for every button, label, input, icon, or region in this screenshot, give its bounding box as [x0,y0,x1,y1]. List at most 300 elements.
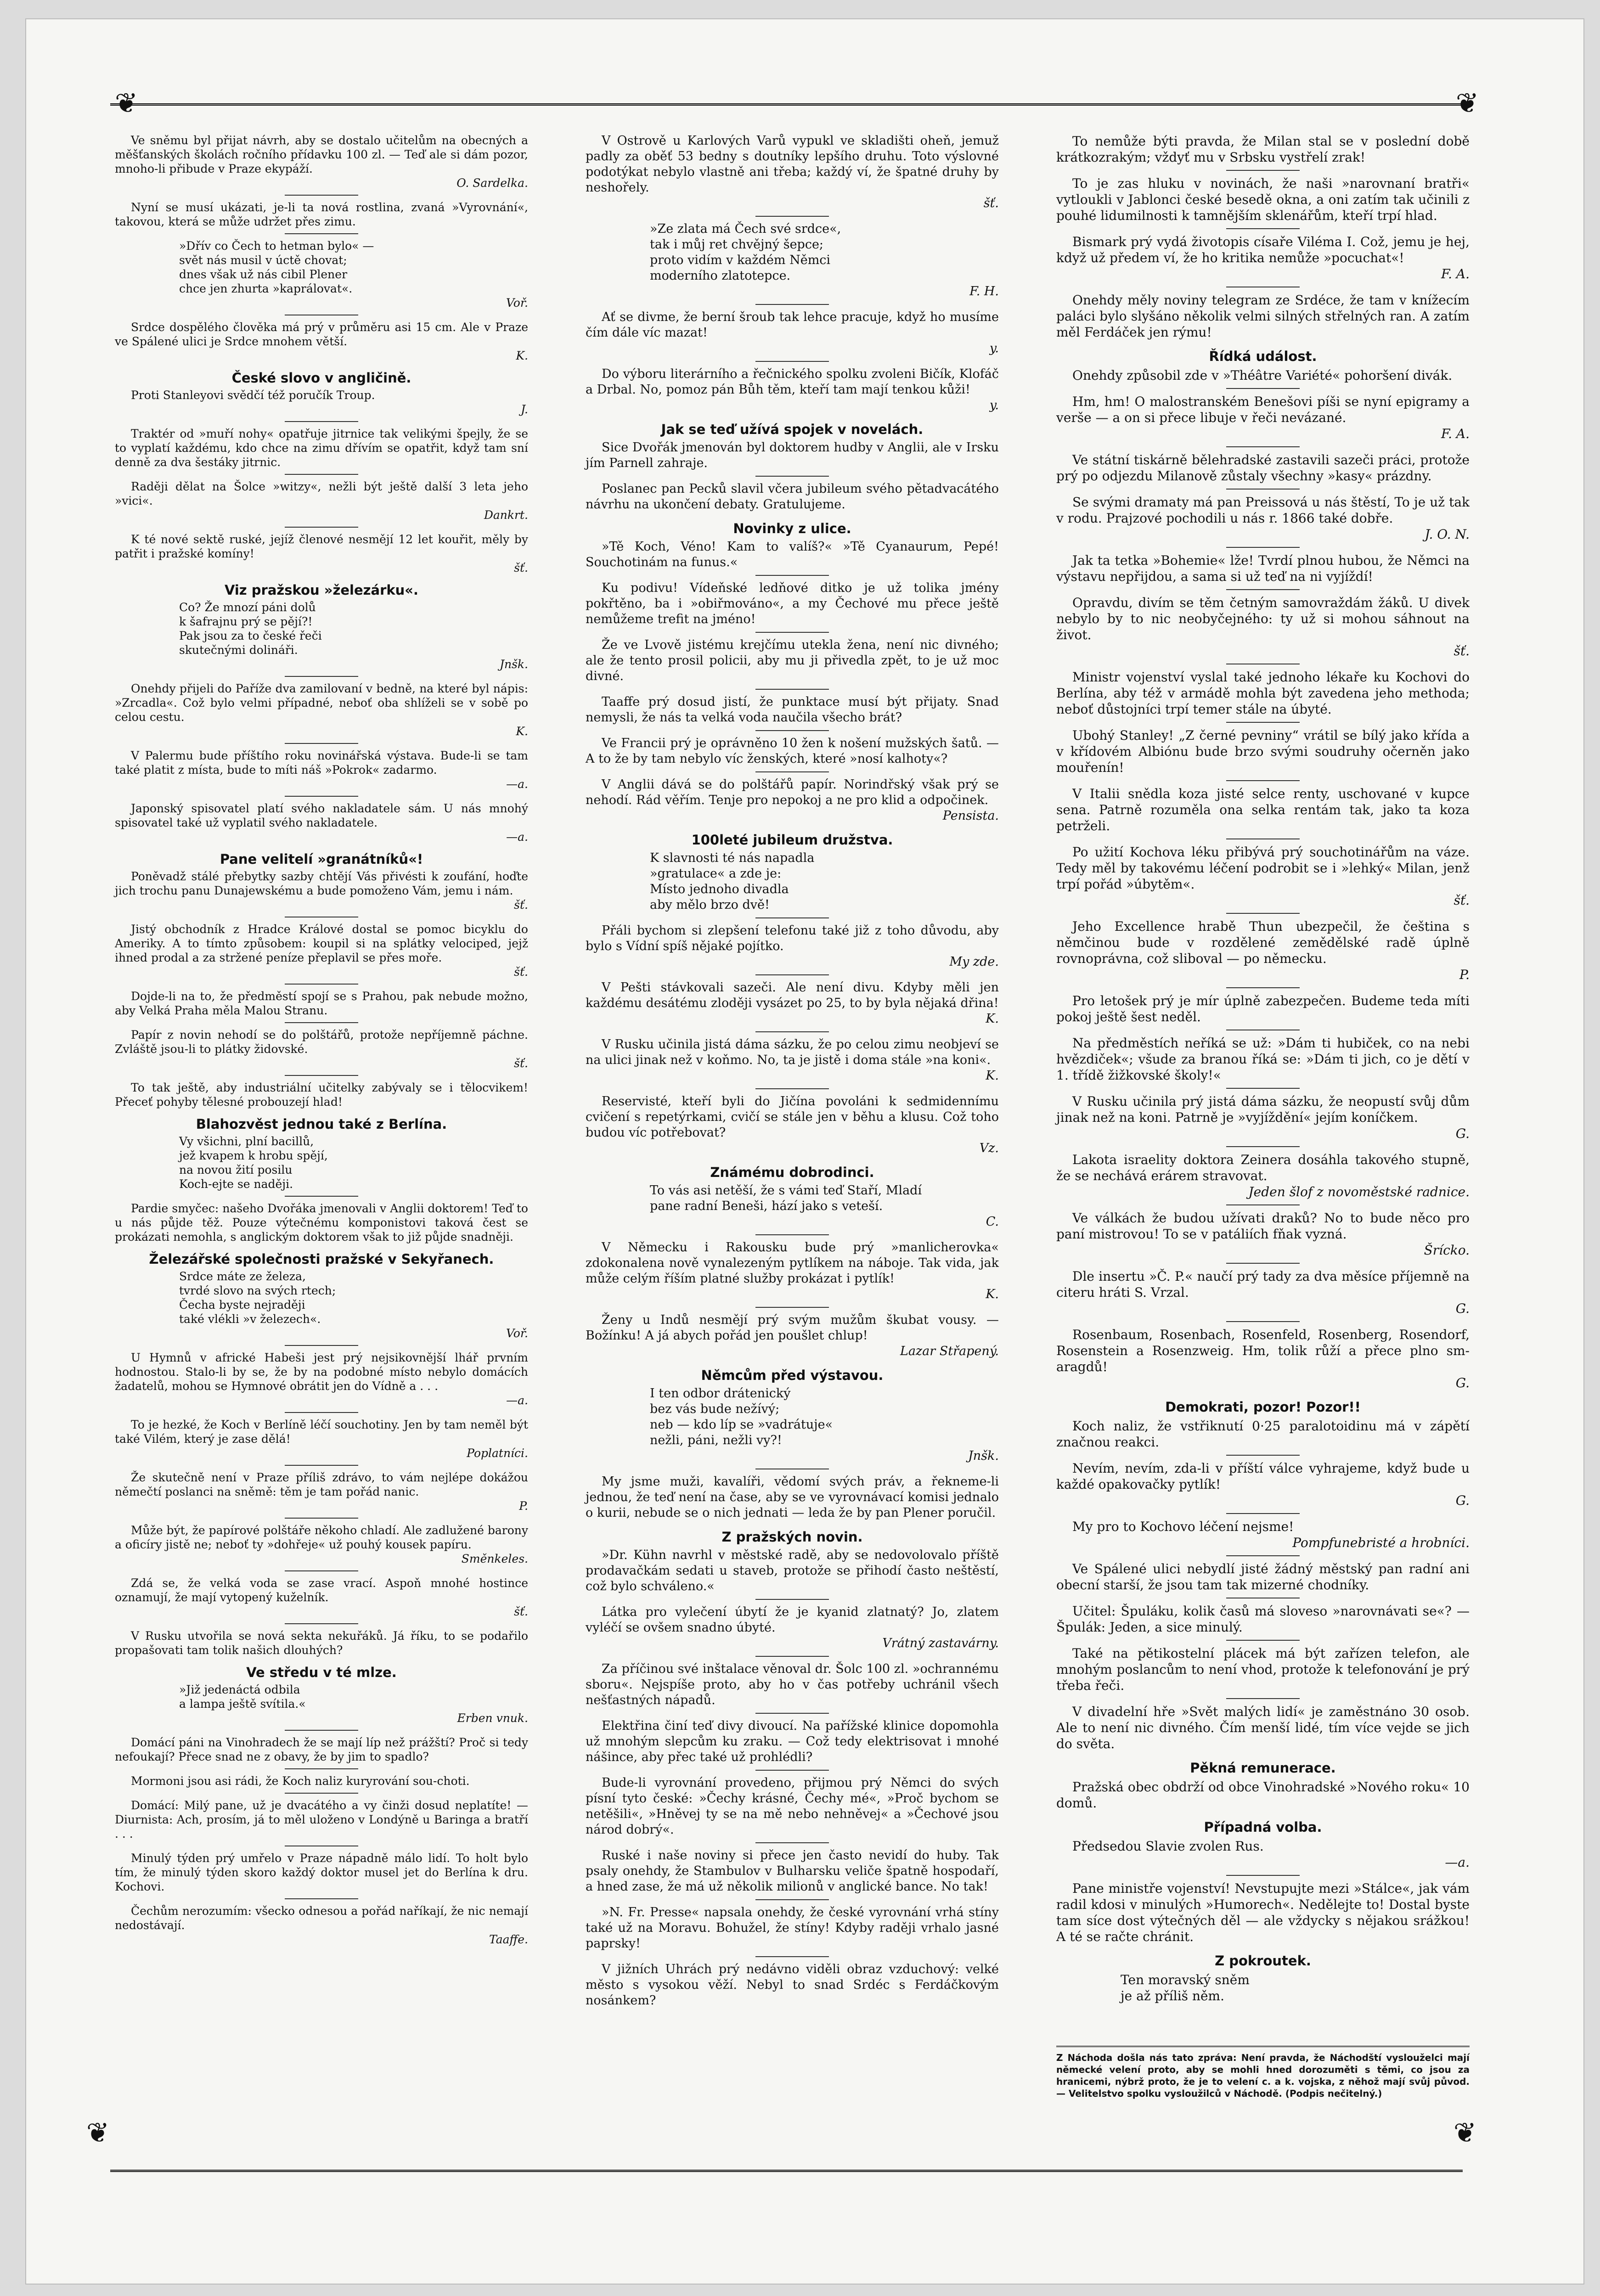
item-text: Jeho Excellence hrabě Thun ubezpečil, že čeština s němčinou bude v rozdělené zemědělské radě úplně rovnoprávna, což sliboval — po německu. [1056,919,1470,966]
article-paragraph [586,1240,999,1302]
item-text: Pane ministře vojenství! Nevstupujte mezi »Stálce«, jak vám radil kdosi v minulých »Humorech«. Nedělejte to! Dostal byste tam síce dost výtečných děl — ale vždycky s nějakou srážkou! A té se račte chránit. [1056,1881,1470,1944]
article-paragraph [1056,1519,1470,1551]
separator-rule [285,1623,358,1624]
article-paragraph [115,1523,528,1566]
author-signature: šť. [514,1605,528,1618]
article-paragraph [1056,452,1470,484]
item-text: My jsme muži, kavalíři, vědomí svých práv, a řekneme-li jednou, že teď není na čase, aby se ve vyrovnávací komisi jednalo o kurii, nebude se o nich jednati — leda že by pan Plener poručil. [586,1474,999,1520]
item-text: V jižních Uhrách prý nedávno viděli obraz vzduchový: velké město s vysokou věží. Nebyl to snad Srdéc s Ferdáčkovým nosánkem? [586,1962,999,2008]
article-paragraph [1056,727,1470,776]
article-paragraph [115,922,528,979]
article-paragraph [586,310,999,356]
separator-rule [285,676,358,677]
article-paragraph [1056,133,1470,165]
separator-rule [285,1075,358,1076]
article-heading: Řídká událost. [1209,349,1317,364]
author-signature: Šrícko. [1424,1243,1470,1258]
author-signature: J. [520,403,528,416]
item-text: Sice Dvořák jmenován byl doktorem hudby v Anglii, ale v Irsku jím Parnell zahraje. [586,440,999,470]
article-paragraph [586,1094,999,1156]
author-signature: G. [1455,1493,1470,1508]
article-paragraph [586,1548,999,1594]
separator-rule [755,1956,829,1957]
separator-rule [1226,489,1300,490]
item-text: Rosenbaum, Rosenbach, Rosenfeld, Rosenberg, Rosendorf, Rosenstein a Rosenzweig. Hm, tolik růží a přece plno sm-aragdů! [1056,1327,1470,1374]
separator-rule [1226,388,1300,389]
verse-item [179,1683,528,1725]
article-paragraph [115,1576,528,1619]
article-paragraph [586,440,999,471]
author-signature: O. Sardelka. [456,176,528,190]
author-signature: šť. [1454,643,1470,658]
article-paragraph [1056,552,1470,585]
article-paragraph [1056,494,1470,542]
item-text: Onehdy přijeli do Paříže dva zamilovaní v bedně, na které byl nápis: »Zrcadla«. Což bylo velmi případné, neboť oba shlíželi se v sobě po celou cestu. [115,682,528,724]
article-paragraph [586,923,999,970]
separator-rule [1226,722,1300,723]
separator-rule [1226,589,1300,590]
article-paragraph [586,1474,999,1521]
item-text: Srdce máte ze železa, tvrdé slovo na svých rtech; Čecha byste nejraději také vlékli »v železech«. [179,1270,336,1326]
article-paragraph [115,479,528,522]
verse-item [179,1269,528,1340]
article-paragraph [1056,1838,1470,1870]
separator-rule [1226,1321,1300,1322]
author-signature: C. [986,1215,999,1229]
item-text: Co? Že mnozí páni dolů k šafrajnu prý se pějí?! Pak jsou za to české řeči skutečnými dolináři. [179,601,322,657]
article-paragraph [1056,1210,1470,1258]
item-text: V Pešti stávkovali sazeči. Ale není divu. Kdyby měli jen každému desátému zloději vysázet po 25, to by byla nějaká dřina! [586,980,999,1010]
author-signature: Poplatníci. [467,1446,528,1460]
article-paragraph [586,1718,999,1765]
author-signature: —a. [1445,1855,1470,1870]
item-text: Ať se divme, že berní šroub tak lehce pracuje, když ho musíme čím dále víc mazat! [586,310,999,340]
item-text: Ve státní tiskárně bělehradské zastavili sazeči práci, protože prý po odjezdu Milanově zůstaly všechny »kasy« prázdny. [1056,452,1470,484]
article-paragraph [115,320,528,363]
item-text: Proti Stanleyovi svědčí též poručík Troup. [131,388,375,402]
separator-rule [285,1022,358,1023]
verse-item [650,850,999,913]
item-text: Opravdu, divím se těm četným samovraždám žáků. U divek nebylo by to nic neobyčejného: ty už si mohou sáhnout na život. [1056,595,1470,642]
author-signature: —a. [506,1394,528,1407]
article-paragraph [586,133,999,211]
author-signature: P. [519,1499,528,1513]
item-text: Ten moravský sněm je až příliš něm. [1121,1972,1250,2003]
separator-rule [755,730,829,731]
item-text: My pro to Kochovo léčení nejsme! [1072,1519,1294,1534]
separator-rule [1226,913,1300,914]
author-signature: K. [516,349,528,362]
verse-item [650,221,999,299]
separator-rule [1226,446,1300,447]
separator-rule [285,1345,358,1346]
article-paragraph [1056,394,1470,442]
author-signature: F. H. [969,284,999,298]
verse-item [1121,1972,1470,2004]
separator-rule [285,527,358,528]
article-paragraph [115,748,528,791]
article-heading: České slovo v angličině. [231,370,411,386]
item-text: Nevím, nevím, zda-li v příští válce vyhrajeme, když bude u každé opakovačky pytlík! [1056,1461,1470,1492]
item-text: Domácí: Milý pane, už je dvacátého a vy činži dosud neplatíte! — Diurnista: Ach, prosím, já to měl uloženo v Londýně u Baringa a bratří . . . [115,1799,528,1840]
item-text: Ve válkách že budou užívati draků? No to bude něco pro paní mistrovou! To se v patáliích fňak vyzná. [1056,1210,1470,1242]
article-heading: Viz pražskou »železárku«. [224,582,419,598]
item-text: Látka pro vylečení úbytí že je kyanid zlatnatý? Jo, zlatem vyléčí se ovšem snadno úbyté. [586,1605,999,1635]
item-text: V Palermu bude příštího roku novinářská výstava. Bude-li se tam také platit z místa, bude to míti náš »Pokrok« zadarmo. [115,749,528,777]
item-text: V Italii snědla koza jisté selce renty, uschované v kupce sena. Patrně rozuměla ona selka rentám tak, jako ta koza petrželi. [1056,786,1470,833]
article-paragraph [115,1735,528,1764]
separator-rule [1226,547,1300,548]
author-signature: K. [516,725,528,738]
item-text: Poněvadž stálé přebytky sazby chtějí Vás přivésti k zoufání, hoďte jich trochu panu Dunajewskému a bude pomoženo Vám, jemu i nám. [115,870,528,897]
author-signature: šť. [514,898,528,912]
item-text: To je hezké, že Koch v Berlíně léčí souchotiny. Jen by tam neměl být také Vilém, který je zase dělá! [115,1418,528,1446]
separator-rule [755,689,829,690]
separator-rule [1226,1640,1300,1641]
author-signature: K. [986,1287,999,1301]
article-paragraph [1056,844,1470,908]
item-text: Bismark prý vydá životopis císaře Viléma I. Což, jemu je hej, když už předem ví, že ho kritika nemůže »pocuchat«! [1056,234,1470,265]
author-signature: y. [989,398,999,412]
item-text: V Ostrově u Karlových Varů vypukl ve skladišti oheň, jemuž padly za oběť 53 bedny s doutníky lepšího druhu. Toto výslovné podotýkat nebylo vlastně ani třeba; každý ví, že špatné druhy by neshořely. [586,134,999,195]
author-signature: Vrátný zastavárny. [882,1636,999,1650]
item-text: Ve Francii prý je oprávněno 10 žen k nošení mužských šatů. — A to že by tam nebylo víc ženských, které »nosí kalhoty«? [586,736,999,766]
item-text: »N. Fr. Presse« napsala onehdy, že české vyrovnání vrhá stíny také už na Moravu. Bohužel, že stíny! Kdyby raději vrhalo jasné paprsky! [586,1905,999,1951]
article-heading: Blahozvěst jednou také z Berlína. [196,1116,447,1132]
author-signature: Jnšk. [968,1449,999,1463]
article-paragraph [115,1904,528,1947]
corner-ornament-bottom-right: ❦ [1453,2117,1477,2149]
article-heading: Novinky z ulice. [733,521,851,536]
article-heading: 100leté jubileum družstva. [691,832,893,848]
article-heading: Pěkná remunerace. [1190,1760,1336,1776]
separator-rule [755,632,829,633]
author-signature: G. [1455,1126,1470,1141]
author-signature: K. [986,1012,999,1026]
article-paragraph [586,1905,999,1952]
author-signature: Voř. [506,296,528,310]
separator-rule [285,1518,358,1519]
item-text: V Anglii dává se do polštářů papír. Norindřský však prý se nehodí. Rád věřím. Tenje pro nepokoj a ne pro klid a odpočinek. [586,777,999,807]
article-paragraph [115,1851,528,1894]
item-text: To je zas hluku v novinách, že naši »narovnaní bratři« vytloukli v Jablonci české besedě okna, a oni zatím tak učinili z pouhé lidumilnosti k tamnějším sklenářům, kteří trpí hlad. [1056,176,1470,223]
separator-rule [285,421,358,422]
separator-rule [755,361,829,362]
separator-rule [285,233,358,234]
author-signature: Erben vnuk. [457,1711,528,1725]
separator-rule [285,984,358,985]
separator-rule [285,1570,358,1571]
article-heading: Pane velitelí »granátníků«! [220,851,423,867]
item-text: V divadelní hře »Svět malých lidí« je zaměstnáno 30 osob. Ale to není nic divného. Čím menší lidé, tím více vejde se jich do světa. [1056,1704,1470,1751]
verse-item [179,600,528,671]
item-text: Nyní se musí ukázati, je-li ta nová rostlina, zvaná »Vyrovnání«, takovou, která se může udržet přes zimu. [115,201,528,228]
item-text: Jistý obchodník z Hradce Králové dostal se pomoc bicyklu do Ameriky. A to tímto způsobem: koupil si na splátky velociped, jejž ihned prodal a za stržené peníze přeplavil se přes moře. [115,923,528,964]
item-text: Že ve Lvově jistému krejčímu utekla žena, není nic divného; ale že tento prosil policii, aby mu ji přivedla zpět, to je už moc divné. [586,638,999,683]
article-paragraph [1056,918,1470,983]
item-text: Domácí páni na Vinohradech že se mají líp než prážští? Proč si tedy nefoukají? Přece snad ne z obavy, že by jim to spadlo? [115,1736,528,1763]
article-paragraph [115,200,528,229]
footnote: Z Náchoda došla nás tato zpráva: Není pravda, že Náchodští vyslouželci mají německé velení proto, aby se mohli hned dorozuměti s těmi, co jsou za hranicemi, nýbrž proto, že je to velení c. a k. vojska, z něhož mají svůj původ. — Velitelstvo spolku vysloužilců v Náchodě. (Podpis nečitelný.) [1056,2046,1470,2099]
separator-rule [1226,1555,1300,1556]
separator-rule [755,1713,829,1714]
article-paragraph [586,1312,999,1359]
article-heading: Případná volba. [1204,1819,1322,1835]
article-paragraph [115,869,528,912]
item-text: V Rusku učinila prý jistá dáma sázku, že neopustí svůj dům jinak než na koni. Patrně je »vyjíždění« jejím koníčkem. [1056,1094,1470,1125]
item-text: Hm, hm! O malostranském Benešovi píši se nyní epigramy a verše — a on si přece libuje v řeči nevázané. [1056,394,1470,425]
article-paragraph [1056,1418,1470,1450]
separator-rule [1226,987,1300,988]
article-paragraph [586,580,999,627]
article-paragraph [1056,1704,1470,1752]
item-text: »Ze zlata má Čech své srdce«, tak i můj ret chvějný šepce; proto vidím v každém Němci moderního zlatotepce. [650,222,841,283]
author-signature: F. A. [1441,266,1470,281]
article-paragraph [115,801,528,844]
item-text: Za příčinou své inštalace věnoval dr. Šolc 100 zl. »ochrannému sboru«. Nejspíše proto, aby ho v čas potřeby uchránil všech nešťastných nápadů. [586,1662,999,1707]
separator-rule [755,1307,829,1308]
author-signature: My zde. [949,955,999,969]
separator-rule [1226,1204,1300,1205]
item-text: Ministr vojenství vyslal také jednoho lékaře ku Kochovi do Berlína, aby též v armádě mohla být zavedena jeho methoda; neboť důstojníci trpí temer stále na úbyté. [1056,670,1470,717]
author-signature: Jeden šlof z novoměstské radnice. [1248,1184,1470,1199]
article-paragraph [1056,234,1470,282]
article-paragraph [115,1351,528,1407]
item-text: Pražská obec obdrží od obce Vinohradské »Nového roku« 10 domů. [1056,1779,1470,1811]
separator-rule [285,1412,358,1413]
item-text: Onehdy měly noviny telegram ze Srdéce, že tam v knížecím paláci bylo slyšáno několik velmi silných střelných ran. A zatím měl Ferdáček jen rýmu! [1056,293,1470,340]
item-text: Pro letošek prý je mír úplně zabezpečen. Budeme teda míti pokoj ještě šest neděl. [1056,993,1470,1024]
column-right [1056,133,1470,2009]
item-text: V Rusku učinila jistá dáma sázku, že po celou zimu neobjeví se na ulici jinak než v koňmo. No, ta je jistě i doma stále »na koni«. [586,1037,999,1067]
item-text: U Hymnů v africké Habeši jest prý nejsikovnější lhář prvním hodnostou. Stalo-li by se, že by na podobné místo nebylo domácích žadatelů, mohou se Hymnové obrátit jen do Vídně a . . . [115,1351,528,1393]
article-paragraph [586,1962,999,2009]
corner-ornament-top-left: ❦ [114,87,138,119]
separator-rule [755,1656,829,1657]
separator-rule [755,1088,829,1089]
article-paragraph [115,1080,528,1109]
author-signature: Voř. [506,1327,528,1340]
verse-item [179,239,528,310]
article-paragraph [1056,1603,1470,1635]
article-paragraph [1056,1152,1470,1200]
item-text: Dle insertu »Č. P.« naučí prý tady za dva měsíce příjemně na citeru hráti S. Vrzal. [1056,1269,1470,1300]
separator-rule [755,304,829,305]
article-paragraph [115,1201,528,1244]
article-paragraph [115,1418,528,1460]
item-text: Ubohý Stanley! „Z černé pevniny“ vrátil se bílý jako křída a v křídovém Albiónu bude brzo svými soudruhy očerněn jako mouřenín! [1056,728,1470,775]
article-heading: Známému dobrodinci. [710,1165,874,1180]
separator-rule [285,1768,358,1769]
article-paragraph [1056,175,1470,224]
article-heading: Z pražských novin. [721,1529,863,1545]
separator-rule [285,796,358,797]
separator-rule [1226,170,1300,171]
article-paragraph [1056,993,1470,1025]
author-signature: G. [1455,1375,1470,1390]
verse-item [650,1183,999,1230]
item-text: Dojde-li na to, že předměstí spojí se s Prahou, pak nebude možno, aby Velká Praha měla Malou Stranu. [115,990,528,1017]
separator-rule [285,1465,358,1466]
article-paragraph [1056,669,1470,717]
author-signature: šť. [1454,893,1470,908]
item-text: Zdá se, že velká voda se zase vrací. Aspoň mnohé hostince oznamují, že mají vytopený kuželník. [115,1576,528,1604]
article-paragraph [586,777,999,824]
separator-rule [755,216,829,217]
item-text: »Dr. Kühn navrhl v městské radě, aby se nedovolovalo příště prodavačkám sedati u staveb, protože se přihodí často neštěstí, což bylo schváleno.« [586,1548,999,1593]
author-signature: —a. [506,830,528,844]
item-text: To vás asi netěší, že s vámi teď Staří, Mladí pane radní Beneši, hází jako s veteší. [650,1183,922,1213]
item-text: Ve Spálené ulici nebydlí jisté žádný městský pan radní ani obecní starší, že jsou tam tak mizerné chodníky. [1056,1561,1470,1593]
article-paragraph [1056,786,1470,834]
article-paragraph [586,694,999,726]
separator-rule [1226,1088,1300,1089]
article-heading: Z pokroutek. [1215,1953,1311,1969]
author-signature: F. A. [1441,426,1470,441]
article-paragraph [586,1848,999,1895]
separator-rule [1226,1263,1300,1264]
article-paragraph [1056,292,1470,340]
separator-rule [755,1031,829,1032]
item-text: »Tě Koch, Véno! Kam to valíš?« »Tě Cyanaurum, Pepé! Souchotinám na funus.« [586,540,999,569]
article-paragraph [1056,1093,1470,1142]
author-signature: Lazar Střapený. [900,1344,999,1358]
item-text: Onehdy způsobil zde v »Théâtre Variété« pohoršení divák. [1072,368,1453,383]
article-heading: Demokrati, pozor! Pozor!! [1165,1399,1361,1415]
item-text: Bude-li vyrovnání provedeno, přijmou prý Němci do svých písní tyto české: »Čechy krásné, Čechy mé«, »Proč bychom se netěšili«, »Hněvej ty se na mě nebo nehněvej« a »Čechové jsou národ dobrý«. [586,1776,999,1837]
item-text: Ženy u Indů nesmějí prý svým mužům škubat vousy. — Božínku! A já abych pořád jen poušlet chlup! [586,1313,999,1343]
article-paragraph [586,1037,999,1084]
separator-rule [755,1599,829,1600]
article-paragraph [115,1629,528,1657]
item-text: Elektřina činí teď divy divoucí. Na pařížské klinice dopomohla už mnohým slepcům ku zraku. — Což tedy elektrisovat i mnohé nášince, aby přec také už prohlédli? [586,1719,999,1764]
separator-rule [755,917,829,918]
separator-rule [1226,1513,1300,1514]
item-text: K slavnosti té nás napadla »gratulace« a zde je: Místo jednoho divadla aby mělo brzo dvě! [650,851,815,912]
item-text: Předsedou Slavie zvolen Rus. [1072,1839,1264,1854]
item-text: Že skutečně není v Praze příliš zdrávo, to vám nejlépe dokážou němečtí poslanci na sněmě: těm je tam pořád nanic. [115,1471,528,1498]
item-text: Jak ta tetka »Bohemie« lže! Tvrdí plnou hubou, že Němci na výstavu nepřijdou, a sama si už teď na ni vyjíždí! [1056,553,1470,584]
separator-rule [755,1899,829,1900]
item-text: Přáli bychom si zlepšení telefonu také již z toho důvodu, aby bylo s Vídní spíš nějaké pojítko. [586,923,999,953]
author-signature: —a. [506,777,528,791]
separator-rule [285,1793,358,1794]
article-heading: Němcům před výstavou. [701,1367,884,1383]
separator-rule [285,1898,358,1899]
item-text: Taaffe prý dosud jistí, že punktace musí být přijaty. Snad nemysli, že nás ta velká voda naučila všecho brát? [586,695,999,725]
separator-rule [1226,1455,1300,1456]
separator-rule [755,1234,829,1235]
item-text: Traktér od »muří nohy« opatřuje jitrnice tak velikými špejly, že se to vyplatí každému, kdo chce na zimu dřívím se opatřit, když tam sní denně za dva šestáky jitrnic. [115,427,528,469]
column-left [115,133,528,1951]
author-signature: Pompfunebristé a hrobníci. [1292,1535,1470,1550]
item-text: Reservisté, kteří byli do Jičína povoláni k sedmidennímu cvičení s repetýrkami, cvičí se stále jen v běhu a klusu. Což toho budou víc potřebovat? [586,1094,999,1140]
author-signature: K. [986,1069,999,1083]
item-text: V Rusku utvořila se nová sekta nekuřáků. Já říku, to se podařilo propašovati tam tolik našich dlouhých? [115,1629,528,1657]
separator-rule [285,1196,358,1197]
separator-rule [755,1842,829,1843]
item-text: Poslanec pan Pecků slavil včera jubileum svého pětadvacátého návrhu na ukončení debaty. Gratulujeme. [586,482,999,512]
article-paragraph [1056,367,1470,383]
article-paragraph [1056,1880,1470,1945]
article-paragraph [115,1774,528,1788]
item-text: Papír z novin nehodí se do polštářů, protože nepříjemně páchne. Zvláště jsou-li to plátky židovské. [115,1028,528,1056]
separator-rule [755,974,829,975]
separator-rule [1226,1698,1300,1699]
column-middle [586,133,999,2013]
separator-rule [1226,780,1300,781]
item-text: Mormoni jsou asi rádi, že Koch naliz kuryrování sou-choti. [131,1774,470,1788]
item-text: I ten odbor drátenický bez vás bude nežívý; neb — kdo líp se »vadrátuje« nežli, páni, nežli vy?! [650,1386,833,1447]
corner-ornament-bottom-left: ❦ [86,2117,110,2149]
article-paragraph [115,1798,528,1841]
item-text: To nemůže býti pravda, že Milan stal se v poslední době krátkozrakým; vždyť mu v Srbsku vystřelí zrak! [1056,134,1470,165]
author-signature: šť. [514,965,528,979]
article-heading: Železářské společnosti pražské v Sekyřanech. [149,1251,494,1267]
separator-rule [755,1770,829,1771]
separator-rule [755,771,829,772]
item-text: Minulý týden prý umřelo v Praze nápadně málo lidí. To holt bylo tím, že minulý týden skoro každý doktor musel jet do Berlína k dru. Kochovi. [115,1851,528,1893]
article-paragraph [586,481,999,512]
article-paragraph [1056,1327,1470,1391]
item-text: Ku podivu! Vídeňské ledňové ditko je už tolika jmény pokřtěno, ba i »obiřmováno«, a my Čechové mu přece ještě nemůžeme trefit na jméno! [586,581,999,626]
article-paragraph [1056,1779,1470,1811]
separator-rule [755,476,829,477]
item-text: »Již jedenáctá odbila a lampa ještě svítila.« [179,1683,306,1711]
separator-rule [285,195,358,196]
separator-rule [1226,1146,1300,1147]
verse-item [650,1386,999,1464]
author-signature: G. [1455,1301,1470,1316]
author-signature: Vz. [979,1141,999,1155]
article-paragraph [1056,1035,1470,1083]
article-paragraph [1056,1268,1470,1317]
verse-item [179,1134,528,1191]
separator-rule [1226,1875,1300,1876]
item-text: Se svými dramaty má pan Preissová u nás štěstí, To je už tak v rodu. Prajzové pochodili u nás r. 1866 také dobře. [1056,495,1470,526]
article-paragraph [115,1028,528,1070]
item-text: Do výboru literárního a řečnického spolku zvoleni Bičík, Klofáč a Drbal. No, pomoz pán Bůh těm, kteří tam mají tenkou kůži! [586,367,999,397]
article-paragraph [115,1470,528,1513]
item-text: Čechům nerozumím: všecko odnesou a pořád naříkají, že nic nemají nedostávají. [115,1904,528,1932]
article-heading: Jak se teď užívá spojek v novelách. [661,422,924,437]
article-paragraph [586,980,999,1027]
article-paragraph [586,736,999,767]
article-paragraph [115,532,528,575]
item-text: Na předměstích neříká se už: »Dám ti hubiček, co na nebi hvězdiček«; všude za branou říká se: »Dám ti jich, co je dětí v 1. třídě žižkovské školy!« [1056,1035,1470,1083]
item-text: Raději dělat na Šolce »witzy«, nežli být ještě další 3 leta jeho »vici«. [115,480,528,507]
separator-rule [755,575,829,576]
article-paragraph [586,366,999,413]
item-text: Vy všichni, plní bacillů, jež kvapem k hrobu spějí, na novou žití posilu Koch-ejte se naději. [179,1135,328,1191]
article-paragraph [1056,1561,1470,1593]
author-signature: y. [989,341,999,355]
author-signature: Taaffe. [489,1933,528,1946]
item-text: Může být, že papírové polštáře někoho chladí. Ale zadlužené barony a oficíry jistě ne; neboť ty »dohřeje« už pouhý kousek papíru. [115,1524,528,1551]
author-signature: Pensista. [942,809,999,823]
item-text: »Dřív co Čech to hetman bylo« — svět nás musil v úctě chovat; dnes však už nás cibil Plener chce jen zhurta »kaprálovat«. [179,239,374,295]
article-paragraph [586,539,999,570]
author-signature: šť. [514,561,528,574]
author-signature: šť. [514,1057,528,1070]
item-text: V Německu i Rakousku bude prý »manlicherovka« zdokonalena nově vynalezeným pytlíkem na náboje. Tak vida, jak může celým říším platné služby prokázat i pytlík! [586,1240,999,1286]
separator-rule [285,474,358,475]
author-signature: Dankrt. [484,508,528,522]
author-signature: J. O. N. [1425,527,1470,542]
article-paragraph [586,1604,999,1651]
article-paragraph [1056,1460,1470,1508]
article-paragraph [586,1775,999,1838]
